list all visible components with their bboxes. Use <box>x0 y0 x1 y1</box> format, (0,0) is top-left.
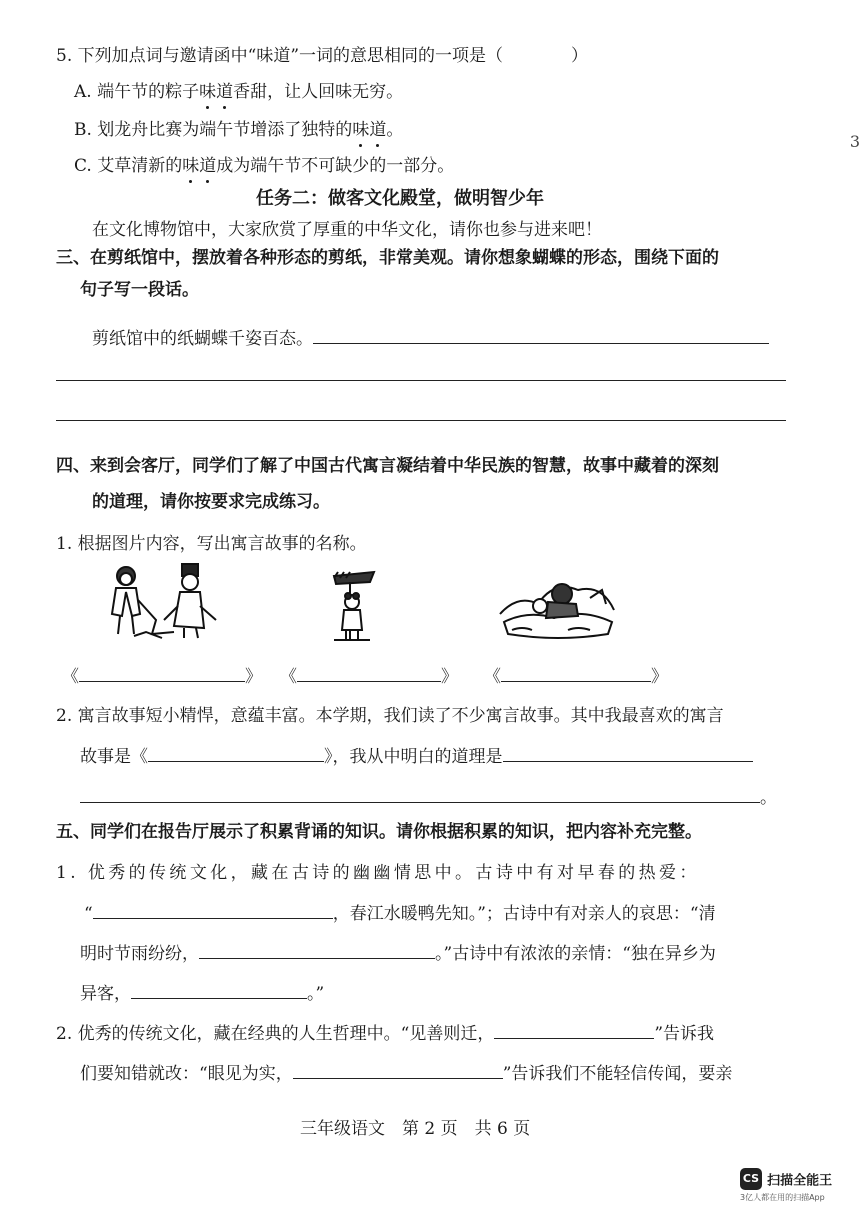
answer-blank[interactable] <box>148 743 324 762</box>
sec5-q1-line1: 1. 优秀的传统文化，藏在古诗的幽幽情思中。古诗中有对早春的热爱： <box>56 863 700 883</box>
writing-line-1[interactable] <box>56 380 786 381</box>
answer-blank[interactable] <box>199 940 435 959</box>
answer-blank[interactable] <box>79 663 245 682</box>
sec4-q1: 1. 根据图片内容，写出寓言故事的名称。 <box>56 534 367 554</box>
watermark-sub: 3亿人都在用的扫描App <box>740 1193 825 1202</box>
sec5-q1-line4: 异客， 。” <box>80 980 324 1006</box>
task2-title: 任务二：做客文化殿堂，做明智少年 <box>256 188 544 209</box>
task2-intro: 在文化博物馆中，大家欣赏了厚重的中华文化，请你也参与进来吧！ <box>92 220 602 240</box>
answer-blank[interactable] <box>503 743 753 762</box>
answer-blank[interactable] <box>494 1020 654 1039</box>
fable-answer-3: 《 》 <box>484 663 668 689</box>
sec3-heading-line1: 三、在剪纸馆中，摆放着各种形态的剪纸，非常美观。请你想象蝴蝶的形态，围绕下面的 <box>56 248 719 268</box>
q5-stem: 5. 下列加点词与邀请函中“味道”一词的意思相同的一项是（ ） <box>56 46 589 66</box>
writing-line-2[interactable] <box>56 420 786 421</box>
answer-blank[interactable] <box>131 980 307 999</box>
sec5-q2-line1: 2. 优秀的传统文化，藏在经典的人生哲理中。“见善则迁， ”告诉我 <box>56 1020 714 1046</box>
sec5-heading: 五、同学们在报告厅展示了积累背诵的知识。请你根据积累的知识，把内容补充完整。 <box>56 822 702 842</box>
fable-picture-3 <box>498 570 618 642</box>
sec3-prompt-line: 剪纸馆中的纸蝴蝶千姿百态。 <box>92 325 769 351</box>
sec4-heading-line2: 的道理，请你按要求完成练习。 <box>92 492 330 512</box>
fable-answer-1: 《 》 <box>62 663 262 689</box>
side-page-number: 3 <box>849 132 860 151</box>
q5-option-c: C. 艾草清新的味道成为端午节不可缺少的一部分。 <box>74 156 455 176</box>
watermark-name: 扫描全能王 <box>767 1173 833 1189</box>
sec5-q2-line2: 们要知错就改：“眼见为实， ”告诉我们不能轻信传闻，要亲 <box>80 1060 732 1086</box>
sec3-heading-line2: 句子写一段话。 <box>80 280 199 300</box>
sec5-q1-line2: “ ，春江水暖鸭先知。”；古诗中有对亲人的哀思：“清 <box>84 900 716 926</box>
q5-option-b: B. 划龙舟比赛为端午节增添了独特的味道。 <box>74 120 404 140</box>
fable-picture-2 <box>330 568 390 644</box>
sec4-q2-line2: 故事是《 》，我从中明白的道理是 <box>80 743 753 769</box>
page-footer: 三年级语文 第 2 页 共 6 页 <box>300 1119 531 1139</box>
answer-blank[interactable] <box>501 663 651 682</box>
cs-logo-icon: CS <box>740 1168 762 1190</box>
sec5-q1-line3: 明时节雨纷纷， 。”古诗中有浓浓的亲情：“独在异乡为 <box>80 940 716 966</box>
sec4-q2-line3: 。 <box>80 784 777 810</box>
q5-option-a: A. 端午节的粽子味道香甜，让人回味无穷。 <box>74 82 404 102</box>
scanner-watermark <box>740 1168 855 1203</box>
answer-blank[interactable] <box>293 1060 503 1079</box>
answer-blank[interactable] <box>80 784 760 803</box>
sec4-heading-line1: 四、来到会客厅，同学们了解了中国古代寓言凝结着中华民族的智慧，故事中藏着的深刻 <box>56 456 719 476</box>
answer-blank[interactable] <box>297 663 441 682</box>
fable-picture-1 <box>104 562 234 642</box>
fable-answer-2: 《 》 <box>280 663 458 689</box>
answer-blank[interactable] <box>313 325 769 344</box>
sec4-q2-line1: 2. 寓言故事短小精悍，意蕴丰富。本学期，我们读了不少寓言故事。其中我最喜欢的寓言 <box>56 706 724 726</box>
answer-blank[interactable] <box>93 900 333 919</box>
